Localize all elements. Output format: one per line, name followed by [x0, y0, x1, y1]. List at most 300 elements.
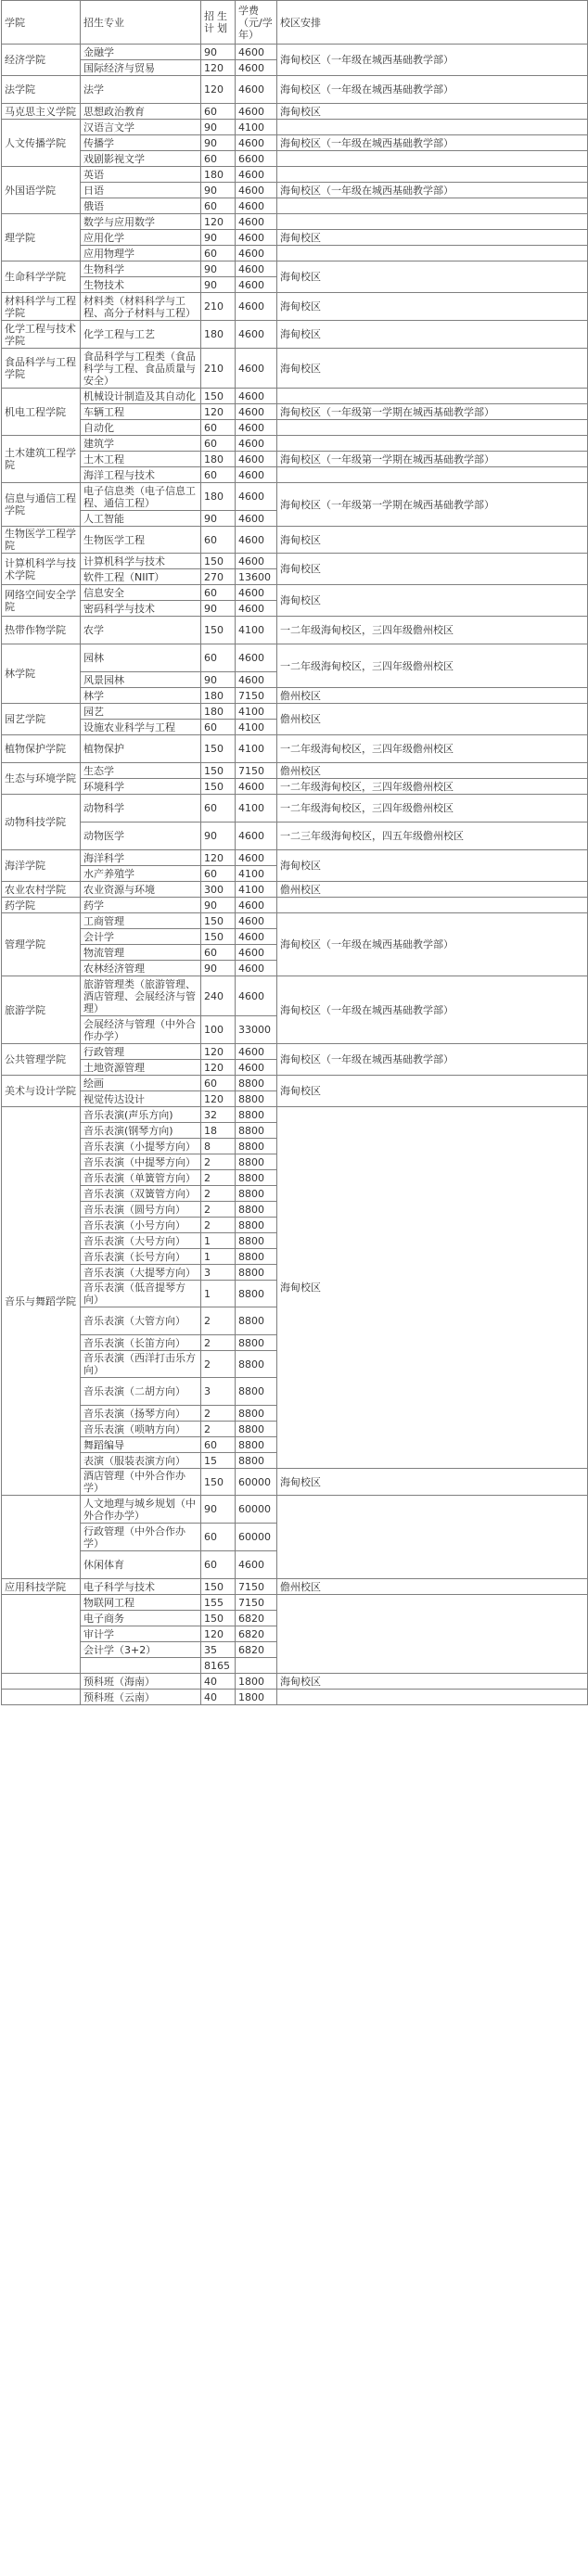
- header-campus: 校区安排: [277, 1, 588, 45]
- count-cell: 300: [201, 882, 236, 898]
- major-cell: 音乐表演(钢琴方向): [81, 1123, 201, 1139]
- fee-cell: 4100: [236, 795, 277, 823]
- major-cell: [81, 1658, 201, 1674]
- count-cell: 100: [201, 1016, 236, 1044]
- count-cell: 2: [201, 1422, 236, 1437]
- count-cell: 60: [201, 1524, 236, 1551]
- count-cell: 155: [201, 1595, 236, 1611]
- count-cell: 150: [201, 617, 236, 644]
- campus-cell: 海甸校区（一年级在城西基础教学部）: [277, 1044, 588, 1076]
- fee-cell: 8800: [236, 1378, 277, 1406]
- campus-cell: 儋州校区: [277, 763, 588, 779]
- fee-cell: 4600: [236, 45, 277, 60]
- major-cell: 酒店管理（中外合作办学）: [81, 1469, 201, 1496]
- fee-cell: 8800: [236, 1335, 277, 1351]
- fee-cell: 4600: [236, 420, 277, 436]
- campus-cell: [277, 198, 588, 214]
- count-cell: 90: [201, 1496, 236, 1524]
- fee-cell: 4600: [236, 293, 277, 321]
- fee-cell: 6820: [236, 1626, 277, 1642]
- count-cell: 18: [201, 1123, 236, 1139]
- major-cell: 数学与应用数学: [81, 214, 201, 230]
- fee-cell: 4600: [236, 183, 277, 198]
- table-row: [2, 823, 588, 850]
- major-cell: 音乐表演（唢呐方向）: [81, 1422, 201, 1437]
- table-row: [2, 850, 588, 866]
- count-cell: 90: [201, 120, 236, 135]
- count-cell: 60: [201, 198, 236, 214]
- count-cell: 90: [201, 261, 236, 277]
- fee-cell: 4600: [236, 452, 277, 467]
- fee-cell: 4600: [236, 261, 277, 277]
- fee-cell: 4600: [236, 1551, 277, 1579]
- major-cell: 绘画: [81, 1076, 201, 1091]
- major-cell: 电子科学与技术: [81, 1579, 201, 1595]
- major-cell: 行政管理: [81, 1044, 201, 1060]
- major-cell: 法学: [81, 76, 201, 104]
- major-cell: 工商管理: [81, 913, 201, 929]
- count-cell: 60: [201, 945, 236, 961]
- table-row: [2, 261, 588, 277]
- header-quota: 招生计划: [201, 1, 236, 45]
- count-cell: 60: [201, 1437, 236, 1453]
- major-cell: 海洋工程与技术: [81, 467, 201, 483]
- college-cell: 生物医学工程学院: [2, 527, 81, 554]
- count-cell: 120: [201, 60, 236, 76]
- college-cell: 管理学院: [2, 913, 81, 976]
- fee-cell: 7150: [236, 763, 277, 779]
- fee-cell: 4600: [236, 585, 277, 601]
- fee-cell: 60000: [236, 1496, 277, 1524]
- major-cell: 音乐表演（小号方向）: [81, 1218, 201, 1233]
- table-row: [2, 436, 588, 452]
- fee-cell: 8800: [236, 1281, 277, 1307]
- college-cell: 网络空间安全学院: [2, 585, 81, 617]
- fee-cell: 4600: [236, 76, 277, 104]
- major-cell: 建筑学: [81, 436, 201, 452]
- table-row: [2, 1107, 588, 1123]
- count-cell: 60: [201, 1551, 236, 1579]
- major-cell: 旅游管理类（旅游管理、酒店管理、会展经济与管理）: [81, 976, 201, 1016]
- table-row: [2, 1496, 588, 1524]
- major-cell: 农学: [81, 617, 201, 644]
- table-row: [2, 527, 588, 554]
- major-cell: 人文地理与城乡规划（中外合作办学）: [81, 1496, 201, 1524]
- count-cell: 60: [201, 1076, 236, 1091]
- count-cell: 150: [201, 1469, 236, 1496]
- campus-cell: [277, 1496, 588, 1579]
- college-cell: [2, 1496, 81, 1579]
- table-row: [2, 293, 588, 321]
- table-row: [2, 135, 588, 151]
- major-cell: 动物科学: [81, 795, 201, 823]
- fee-cell: 6820: [236, 1611, 277, 1626]
- college-cell: 理学院: [2, 214, 81, 261]
- count-cell: 180: [201, 321, 236, 349]
- fee-cell: 4600: [236, 230, 277, 246]
- fee-cell: 8800: [236, 1437, 277, 1453]
- major-cell: 音乐表演（单簧管方向）: [81, 1170, 201, 1186]
- count-cell: 180: [201, 688, 236, 704]
- major-cell: 土地资源管理: [81, 1060, 201, 1076]
- header-major: 招生专业: [81, 1, 201, 45]
- count-cell: 60: [201, 467, 236, 483]
- fee-cell: 4600: [236, 404, 277, 420]
- count-cell: 150: [201, 735, 236, 763]
- major-cell: 机械设计制造及其自动化: [81, 389, 201, 404]
- college-cell: 化学工程与技术学院: [2, 321, 81, 349]
- count-cell: 60: [201, 866, 236, 882]
- major-cell: 音乐表演（二胡方向）: [81, 1378, 201, 1406]
- major-cell: 车辆工程: [81, 404, 201, 420]
- major-cell: 行政管理（中外合作办学）: [81, 1524, 201, 1551]
- table-row: [2, 704, 588, 720]
- college-cell: 机电工程学院: [2, 389, 81, 436]
- count-cell: 120: [201, 404, 236, 420]
- table-row: [2, 420, 588, 436]
- fee-cell: 4600: [236, 644, 277, 672]
- count-cell: 180: [201, 704, 236, 720]
- count-cell: 2: [201, 1218, 236, 1233]
- campus-cell: 海甸校区: [277, 104, 588, 120]
- major-cell: 生态学: [81, 763, 201, 779]
- table-row: [2, 1690, 588, 1705]
- count-cell: 90: [201, 511, 236, 527]
- fee-cell: 8800: [236, 1307, 277, 1335]
- college-cell: 信息与通信工程学院: [2, 483, 81, 527]
- fee-cell: 4600: [236, 929, 277, 945]
- campus-cell: 一二年级海甸校区，三四年级儋州校区: [277, 779, 588, 795]
- fee-cell: 8800: [236, 1107, 277, 1123]
- college-cell: 海洋学院: [2, 850, 81, 882]
- major-cell: 海洋科学: [81, 850, 201, 866]
- fee-cell: 6600: [236, 151, 277, 167]
- table-row: [2, 452, 588, 467]
- campus-cell: 海甸校区: [277, 850, 588, 882]
- fee-cell: 4600: [236, 976, 277, 1016]
- campus-cell: 海甸校区（一年级在城西基础教学部）: [277, 76, 588, 104]
- table-row: [2, 76, 588, 104]
- campus-cell: [277, 120, 588, 135]
- major-cell: 人工智能: [81, 511, 201, 527]
- campus-cell: 海甸校区（一年级在城西基础教学部）: [277, 183, 588, 198]
- table-row: [2, 1044, 588, 1060]
- fee-cell: 8800: [236, 1218, 277, 1233]
- header-row: [2, 1, 588, 45]
- major-cell: 电子信息类（电子信息工程、通信工程）: [81, 483, 201, 511]
- major-cell: 舞蹈编导: [81, 1437, 201, 1453]
- campus-cell: [277, 467, 588, 483]
- table-row: [2, 483, 588, 511]
- count-cell: 60: [201, 720, 236, 735]
- table-row: [2, 183, 588, 198]
- fee-cell: 1800: [236, 1690, 277, 1705]
- fee-cell: 4100: [236, 720, 277, 735]
- table-row: [2, 913, 588, 929]
- campus-cell: 海甸校区: [277, 261, 588, 293]
- fee-cell: 4600: [236, 104, 277, 120]
- campus-cell: 儋州校区: [277, 1579, 588, 1595]
- fee-cell: 7150: [236, 1595, 277, 1611]
- campus-cell: [277, 1690, 588, 1705]
- table-row: [2, 585, 588, 601]
- major-cell: 软件工程（NIIT）: [81, 569, 201, 585]
- count-cell: 2: [201, 1154, 236, 1170]
- count-cell: 60: [201, 420, 236, 436]
- count-cell: 120: [201, 1060, 236, 1076]
- campus-cell: 海甸校区（一年级在城西基础教学部）: [277, 45, 588, 76]
- table-row: [2, 230, 588, 246]
- fee-cell: 8800: [236, 1091, 277, 1107]
- major-cell: 生物医学工程: [81, 527, 201, 554]
- major-cell: 音乐表演（圆号方向）: [81, 1202, 201, 1218]
- count-cell: 35: [201, 1642, 236, 1658]
- college-cell: 法学院: [2, 76, 81, 104]
- fee-cell: 4600: [236, 961, 277, 976]
- campus-cell: [277, 436, 588, 452]
- count-cell: 150: [201, 1579, 236, 1595]
- count-cell: 60: [201, 795, 236, 823]
- table-row: [2, 779, 588, 795]
- table-row: [2, 882, 588, 898]
- enrollment-plan-table: [1, 0, 588, 1705]
- major-cell: 音乐表演（大管方向）: [81, 1307, 201, 1335]
- table-row: [2, 735, 588, 763]
- count-cell: 120: [201, 850, 236, 866]
- table-row: [2, 1674, 588, 1690]
- table-row: [2, 214, 588, 230]
- major-cell: 音乐表演（双簧管方向）: [81, 1186, 201, 1202]
- major-cell: 动物医学: [81, 823, 201, 850]
- fee-cell: 4600: [236, 389, 277, 404]
- count-cell: 150: [201, 779, 236, 795]
- college-cell: 材料科学与工程学院: [2, 293, 81, 321]
- fee-cell: 4600: [236, 321, 277, 349]
- table-row: [2, 1579, 588, 1595]
- count-cell: 150: [201, 389, 236, 404]
- campus-cell: 海甸校区: [277, 554, 588, 585]
- fee-cell: 4600: [236, 483, 277, 511]
- fee-cell: 4600: [236, 135, 277, 151]
- table-row: [2, 467, 588, 483]
- fee-cell: [236, 1658, 277, 1674]
- count-cell: 240: [201, 976, 236, 1016]
- count-cell: 60: [201, 151, 236, 167]
- major-cell: 计算机科学与技术: [81, 554, 201, 569]
- count-cell: 120: [201, 76, 236, 104]
- count-cell: 120: [201, 1626, 236, 1642]
- campus-cell: 海甸校区: [277, 585, 588, 617]
- college-cell: [2, 1690, 81, 1705]
- count-cell: 60: [201, 436, 236, 452]
- count-cell: 60: [201, 527, 236, 554]
- major-cell: 预科班（云南）: [81, 1690, 201, 1705]
- campus-cell: [277, 246, 588, 261]
- major-cell: 音乐表演(声乐方向): [81, 1107, 201, 1123]
- major-cell: 视觉传达设计: [81, 1091, 201, 1107]
- fee-cell: 8800: [236, 1406, 277, 1422]
- major-cell: 思想政治教育: [81, 104, 201, 120]
- major-cell: 会计学: [81, 929, 201, 945]
- college-cell: 音乐与舞蹈学院: [2, 1107, 81, 1496]
- campus-cell: 海甸校区: [277, 1469, 588, 1496]
- campus-cell: [277, 151, 588, 167]
- table-row: [2, 120, 588, 135]
- count-cell: 2: [201, 1351, 236, 1378]
- major-cell: 食品科学与工程类（食品科学与工程、食品质量与安全）: [81, 349, 201, 389]
- count-cell: 60: [201, 104, 236, 120]
- campus-cell: 一二年级海甸校区，三四年级儋州校区: [277, 795, 588, 823]
- table-body: [2, 1, 588, 1705]
- fee-cell: 4600: [236, 1060, 277, 1076]
- count-cell: 40: [201, 1674, 236, 1690]
- college-cell: 应用科技学院: [2, 1579, 81, 1595]
- fee-cell: 13600: [236, 569, 277, 585]
- college-cell: 药学院: [2, 898, 81, 913]
- college-cell: 园艺学院: [2, 704, 81, 735]
- campus-cell: 海甸校区: [277, 1076, 588, 1107]
- major-cell: 农业资源与环境: [81, 882, 201, 898]
- fee-cell: 4600: [236, 436, 277, 452]
- count-cell: 3: [201, 1265, 236, 1281]
- fee-cell: 8800: [236, 1265, 277, 1281]
- major-cell: 设施农业科学与工程: [81, 720, 201, 735]
- college-cell: 动物科技学院: [2, 795, 81, 850]
- major-cell: 物联网工程: [81, 1595, 201, 1611]
- count-cell: 150: [201, 1611, 236, 1626]
- fee-cell: 4600: [236, 349, 277, 389]
- fee-cell: 60000: [236, 1524, 277, 1551]
- college-cell: 土木建筑工程学院: [2, 436, 81, 483]
- college-cell: 旅游学院: [2, 976, 81, 1044]
- campus-cell: 海甸校区: [277, 230, 588, 246]
- fee-cell: 33000: [236, 1016, 277, 1044]
- fee-cell: 6820: [236, 1642, 277, 1658]
- fee-cell: 4600: [236, 214, 277, 230]
- campus-cell: [277, 1595, 588, 1674]
- table-row: [2, 617, 588, 644]
- fee-cell: 8800: [236, 1139, 277, 1154]
- campus-cell: 一二年级海甸校区，三四年级儋州校区: [277, 644, 588, 688]
- fee-cell: 4600: [236, 850, 277, 866]
- major-cell: 水产养殖学: [81, 866, 201, 882]
- campus-cell: 海甸校区: [277, 349, 588, 389]
- campus-cell: [277, 420, 588, 436]
- college-cell: 马克思主义学院: [2, 104, 81, 120]
- fee-cell: 4600: [236, 779, 277, 795]
- major-cell: 汉语言文学: [81, 120, 201, 135]
- count-cell: 210: [201, 349, 236, 389]
- table-row: [2, 321, 588, 349]
- major-cell: 英语: [81, 167, 201, 183]
- college-cell: 农业农村学院: [2, 882, 81, 898]
- count-cell: 120: [201, 1044, 236, 1060]
- major-cell: 音乐表演（中提琴方向）: [81, 1154, 201, 1170]
- count-cell: 150: [201, 763, 236, 779]
- major-cell: 农林经济管理: [81, 961, 201, 976]
- count-cell: 90: [201, 45, 236, 60]
- count-cell: 32: [201, 1107, 236, 1123]
- college-cell: 植物保护学院: [2, 735, 81, 763]
- fee-cell: 4600: [236, 467, 277, 483]
- fee-cell: 8800: [236, 1154, 277, 1170]
- major-cell: 日语: [81, 183, 201, 198]
- count-cell: 90: [201, 230, 236, 246]
- count-cell: 90: [201, 823, 236, 850]
- campus-cell: 海甸校区: [277, 321, 588, 349]
- fee-cell: 4600: [236, 601, 277, 617]
- fee-cell: 4600: [236, 672, 277, 688]
- table-row: [2, 349, 588, 389]
- college-cell: 生态与环境学院: [2, 763, 81, 795]
- major-cell: 审计学: [81, 1626, 201, 1642]
- count-cell: 2: [201, 1186, 236, 1202]
- count-cell: 90: [201, 135, 236, 151]
- fee-cell: 4600: [236, 1044, 277, 1060]
- fee-cell: 4600: [236, 945, 277, 961]
- count-cell: 2: [201, 1406, 236, 1422]
- count-cell: 180: [201, 452, 236, 467]
- major-cell: 会展经济与管理（中外合作办学）: [81, 1016, 201, 1044]
- count-cell: 60: [201, 644, 236, 672]
- fee-cell: 8800: [236, 1170, 277, 1186]
- fee-cell: 60000: [236, 1469, 277, 1496]
- table-row: [2, 1076, 588, 1091]
- fee-cell: 4600: [236, 277, 277, 293]
- count-cell: 3: [201, 1378, 236, 1406]
- count-cell: 210: [201, 293, 236, 321]
- count-cell: 90: [201, 277, 236, 293]
- college-cell: 经济学院: [2, 45, 81, 76]
- campus-cell: [277, 167, 588, 183]
- fee-cell: 4600: [236, 554, 277, 569]
- major-cell: 会计学（3+2）: [81, 1642, 201, 1658]
- campus-cell: 海甸校区（一年级第一学期在城西基础教学部）: [277, 483, 588, 527]
- table-row: [2, 198, 588, 214]
- table-row: [2, 976, 588, 1016]
- college-cell: 生命科学学院: [2, 261, 81, 293]
- campus-cell: 海甸校区（一年级在城西基础教学部）: [277, 976, 588, 1044]
- campus-cell: 一二年级海甸校区，三四年级儋州校区: [277, 617, 588, 644]
- fee-cell: 7150: [236, 688, 277, 704]
- table-row: [2, 554, 588, 569]
- major-cell: 休闲体育: [81, 1551, 201, 1579]
- major-cell: 药学: [81, 898, 201, 913]
- header-fee: 学费（元/学年）: [236, 1, 277, 45]
- fee-cell: 4600: [236, 167, 277, 183]
- major-cell: 电子商务: [81, 1611, 201, 1626]
- fee-cell: 4600: [236, 898, 277, 913]
- table-row: [2, 104, 588, 120]
- table-row: [2, 167, 588, 183]
- table-row: [2, 246, 588, 261]
- campus-cell: [277, 214, 588, 230]
- campus-cell: 海甸校区（一年级第一学期在城西基础教学部）: [277, 452, 588, 467]
- major-cell: 俄语: [81, 198, 201, 214]
- fee-cell: 4100: [236, 617, 277, 644]
- major-cell: 材料类（材料科学与工程、高分子材料与工程）: [81, 293, 201, 321]
- major-cell: 音乐表演（低音提琴方向）: [81, 1281, 201, 1307]
- count-cell: 2: [201, 1335, 236, 1351]
- campus-cell: 海甸校区: [277, 293, 588, 321]
- count-cell: 2: [201, 1307, 236, 1335]
- major-cell: 应用化学: [81, 230, 201, 246]
- count-cell: 1: [201, 1233, 236, 1249]
- campus-cell: [277, 389, 588, 404]
- count-cell: 270: [201, 569, 236, 585]
- count-cell: 120: [201, 1091, 236, 1107]
- table-row: [2, 898, 588, 913]
